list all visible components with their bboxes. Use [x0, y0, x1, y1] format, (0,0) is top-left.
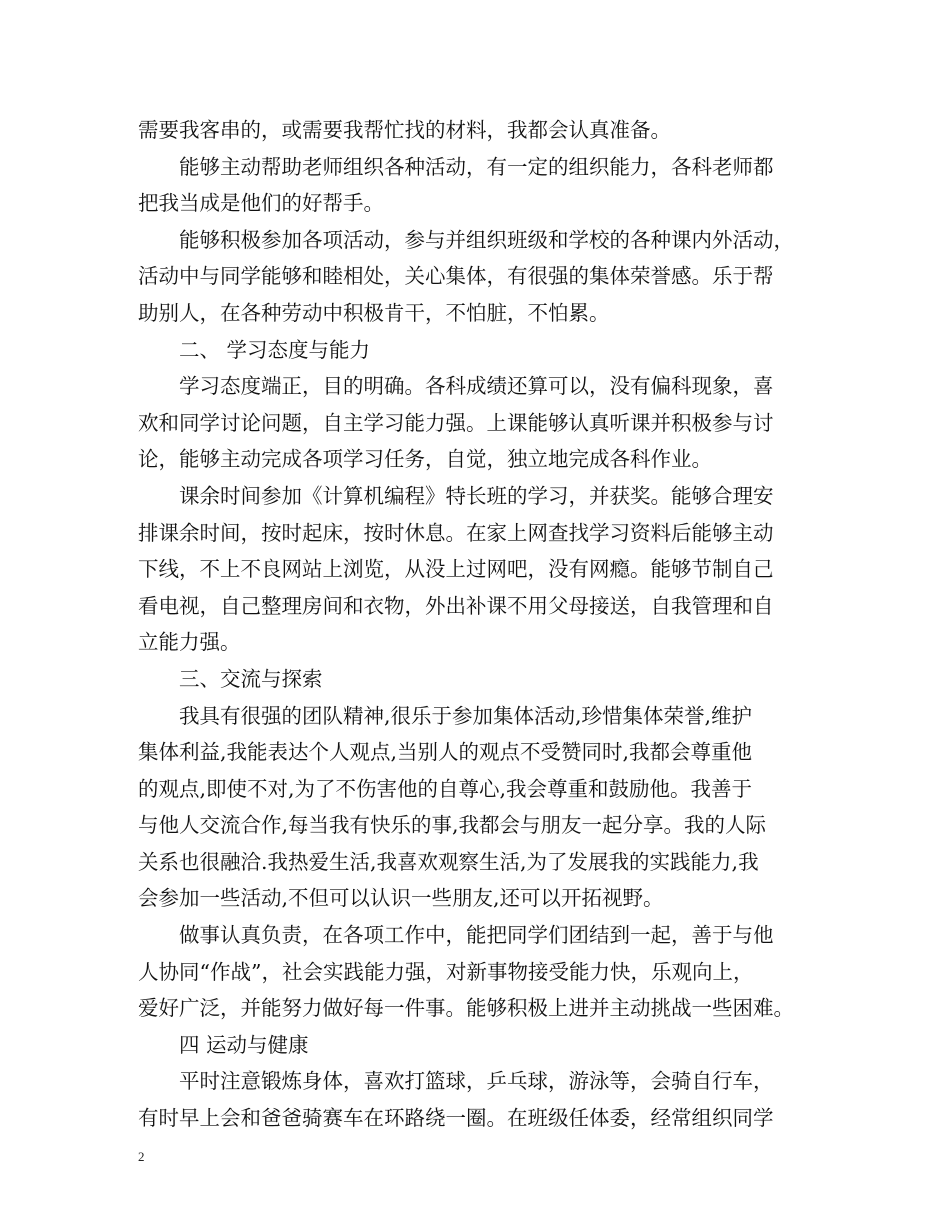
- text-line: 人协同“作战”，社会实践能力强，对新事物接受能力快，乐观向上，: [138, 959, 754, 984]
- text-line: 看电视，自己整理房间和衣物，外出补课不用父母接送，自我管理和自: [138, 593, 774, 618]
- text-line: 我具有很强的团队精神,很乐于参加集体活动,珍惜集体荣誉,维护: [179, 703, 753, 728]
- text-line: 活动中与同学能够和睦相处，关心集体，有很强的集体荣誉感。乐于帮: [138, 264, 774, 289]
- text-line: 集体利益,我能表达个人观点,当别人的观点不受赞同时,我都会尊重他: [138, 740, 753, 765]
- text-line: 会参加一些活动,不但可以认识一些朋友,还可以开拓视野。: [138, 886, 664, 911]
- text-line: 三、交流与探索: [179, 666, 323, 691]
- text-line: 与他人交流合作,每当我有快乐的事,我都会与朋友一起分享。我的人际: [138, 813, 767, 838]
- text-line: 关系也很融洽.我热爱生活,我喜欢观察生活,为了发展我的实践能力,我: [138, 849, 759, 874]
- text-line: 排课余时间，按时起床，按时休息。在家上网查找学习资料后能够主动: [138, 520, 774, 545]
- text-line: 论，能够主动完成各项学习任务，自觉，独立地完成各科作业。: [138, 447, 712, 472]
- document-body: [138, 112, 823, 1137]
- text-line: 二、 学习态度与能力: [179, 337, 371, 362]
- text-line: 助别人，在各种劳动中积极肯干，不怕脏，不怕累。: [138, 300, 610, 325]
- text-line: 有时早上会和爸爸骑赛车在环路绕一圈。在班级任体委，经常组织同学: [138, 1106, 774, 1131]
- text-line: 学习态度端正，目的明确。各科成绩还算可以，没有偏科现象，喜: [179, 374, 774, 399]
- page-number: 2: [138, 1149, 145, 1164]
- text-line: 把我当成是他们的好帮手。: [138, 191, 384, 216]
- text-line: 能够积极参加各项活动，参与并组织班级和学校的各种课内外活动，: [179, 227, 794, 252]
- text-line: 爱好广泛，并能努力做好每一件事。能够积极上进并主动挑战一些困难。: [138, 996, 794, 1021]
- text-line: 四 运动与健康: [179, 1032, 309, 1057]
- text-line: 下线，不上不良网站上浏览，从没上过网吧，没有网瘾。能够节制自己: [138, 557, 774, 582]
- text-line: 课余时间参加《计算机编程》特长班的学习，并获奖。能够合理安: [179, 483, 774, 508]
- text-line: 需要我客串的，或需要我帮忙找的材料，我都会认真准备。: [138, 118, 671, 142]
- text-line: 欢和同学讨论问题，自主学习能力强。上课能够认真听课并积极参与讨: [138, 410, 774, 435]
- text-line: 的观点,即使不对,为了不伤害他的自尊心,我会尊重和鼓励他。我善于: [138, 776, 753, 801]
- text-line: 做事认真负责，在各项工作中，能把同学们团结到一起，善于与他: [179, 923, 774, 948]
- text-line: 能够主动帮助老师组织各种活动，有一定的组织能力，各科老师都: [179, 154, 774, 179]
- text-line: 平时注意锻炼身体，喜欢打篮球，乒乓球，游泳等，会骑自行车，: [179, 1069, 774, 1094]
- text-line: 立能力强。: [138, 630, 241, 655]
